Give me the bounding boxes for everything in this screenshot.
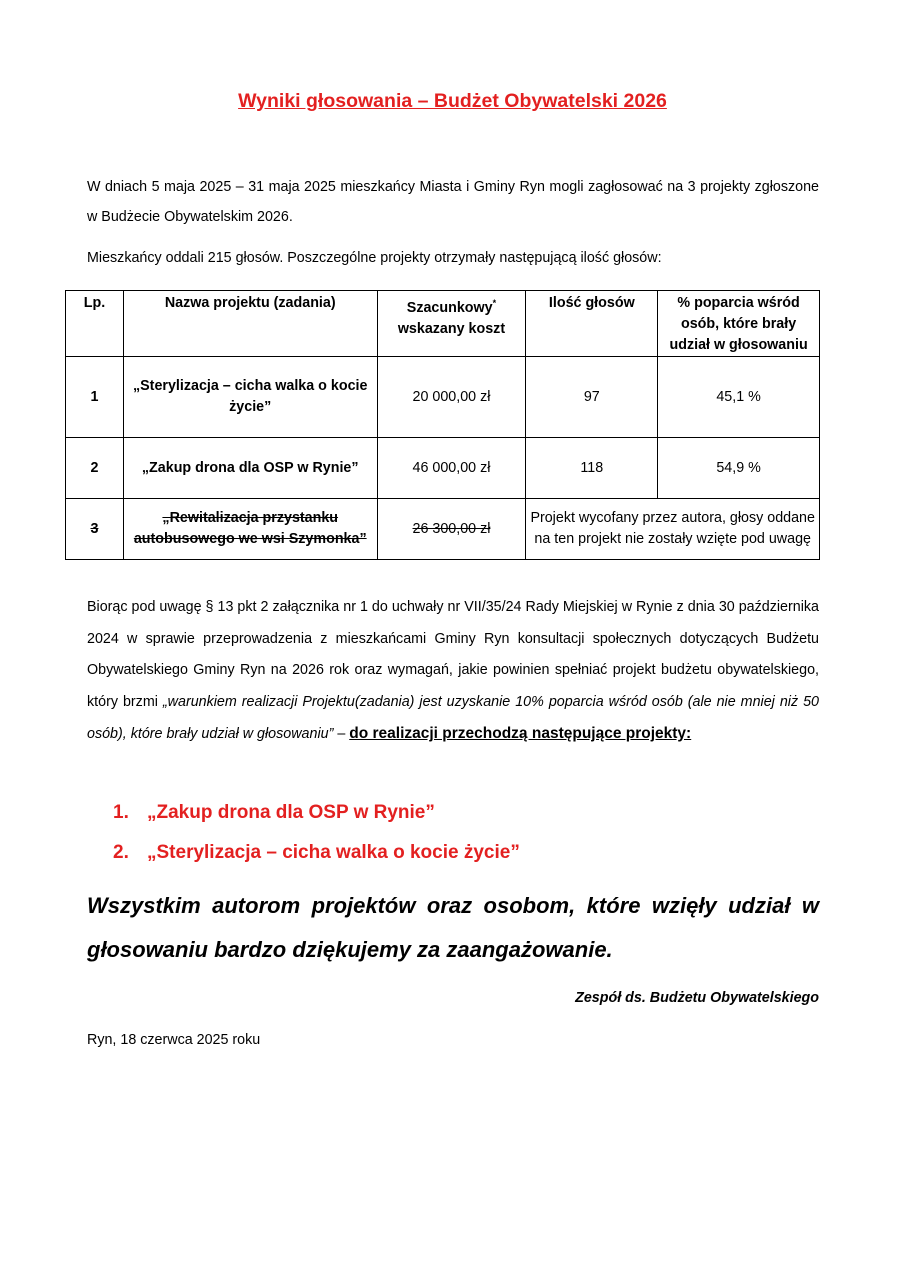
legal-basis-text: Biorąc pod uwagę § 13 pkt 2 załącznika nr 1 do uchwały nr VII/35/24 Rady Miejskiej w Rynie z dnia 30 października 2024 w sprawie przeprowadzenia z mieszkańcami Gminy Ryn konsultacji społecznych dotyczących Budżetu Obywatelskiego Gminy Ryn na 2026 rok oraz wymagań, jakie powinien spełniać projekt budżetu obywatelskiego, który brzmi — [87, 599, 819, 710]
document-title: Wyniki głosowania – Budżet Obywatelski 2026 — [238, 90, 667, 112]
regulation-quote: „warunkiem realizacji Projektu(zadania) jest uzyskanie 10% poparcia wśród osób (ale nie mniej niż 50 osób), które brały udział w głosowaniu” — [87, 693, 819, 742]
selected-projects-list — [113, 798, 520, 878]
header-votes: Ilość głosów — [526, 291, 658, 357]
row-cost: 46 000,00 zł — [377, 438, 526, 499]
results-table — [65, 290, 820, 560]
list-project-name: „Sterylizacja – cicha walka o kocie życie” — [147, 842, 520, 863]
header-cost-line2: wskazany koszt — [397, 320, 506, 337]
list-number: 2. — [113, 842, 129, 863]
row-name: „Zakup drona dla OSP w Rynie” — [123, 438, 377, 499]
list-item — [113, 798, 520, 838]
table-header-row — [66, 291, 820, 357]
row-name: „Rewitalizacja przystanku autobusowego we wsi Szymonka” — [123, 499, 377, 560]
place-date: Ryn, 18 czerwca 2025 roku — [87, 1032, 261, 1048]
row-lp: 1 — [66, 357, 124, 438]
header-lp: Lp. — [66, 291, 124, 357]
row-votes: 97 — [526, 357, 658, 438]
row-lp: 2 — [66, 438, 124, 499]
legal-basis-paragraph — [87, 592, 819, 751]
header-cost-mark: * — [492, 298, 497, 308]
table-row — [66, 438, 820, 499]
header-cost-label: Szacunkowy — [406, 299, 493, 316]
row-lp: 3 — [66, 499, 124, 560]
conclusion-text: do realizacji przechodzą następujące projekty: — [349, 725, 692, 742]
row-votes: 118 — [526, 438, 658, 499]
thanks-message: Wszystkim autorom projektów oraz osobom, które wzięły udział w głosowaniu bardzo dziękujemy za zaangażowanie. — [87, 893, 819, 962]
row-cost: 20 000,00 zł — [377, 357, 526, 438]
list-project-name: „Zakup drona dla OSP w Rynie” — [147, 802, 435, 823]
row-cost: 26 300,00 zł — [377, 499, 526, 560]
row-percent: 45,1 % — [658, 357, 820, 438]
row-withdrawn-note: Projekt wycofany przez autora, głosy oddane na ten projekt nie zostały wzięte pod uwagę — [526, 499, 820, 560]
list-item — [113, 838, 520, 878]
header-name: Nazwa projektu (zadania) — [123, 291, 377, 357]
dash: – — [333, 726, 350, 742]
header-cost — [377, 291, 526, 357]
table-row — [66, 357, 820, 438]
header-percent: % poparcia wśród osób, które brały udział w głosowaniu — [658, 291, 820, 357]
row-percent: 54,9 % — [658, 438, 820, 499]
intro-paragraph: W dniach 5 maja 2025 – 31 maja 2025 mieszkańcy Miasta i Gminy Ryn mogli zagłosować na 3 projekty zgłoszone w Budżecie Obywatelskim 2026. — [87, 179, 819, 225]
list-number: 1. — [113, 802, 129, 823]
row-name: „Sterylizacja – cicha walka o kocie życie” — [123, 357, 377, 438]
table-row-withdrawn — [66, 499, 820, 560]
votes-summary: Mieszkańcy oddali 215 głosów. Poszczególne projekty otrzymały następującą ilość głosów: — [87, 250, 662, 266]
team-signature: Zespół ds. Budżetu Obywatelskiego — [575, 990, 819, 1006]
